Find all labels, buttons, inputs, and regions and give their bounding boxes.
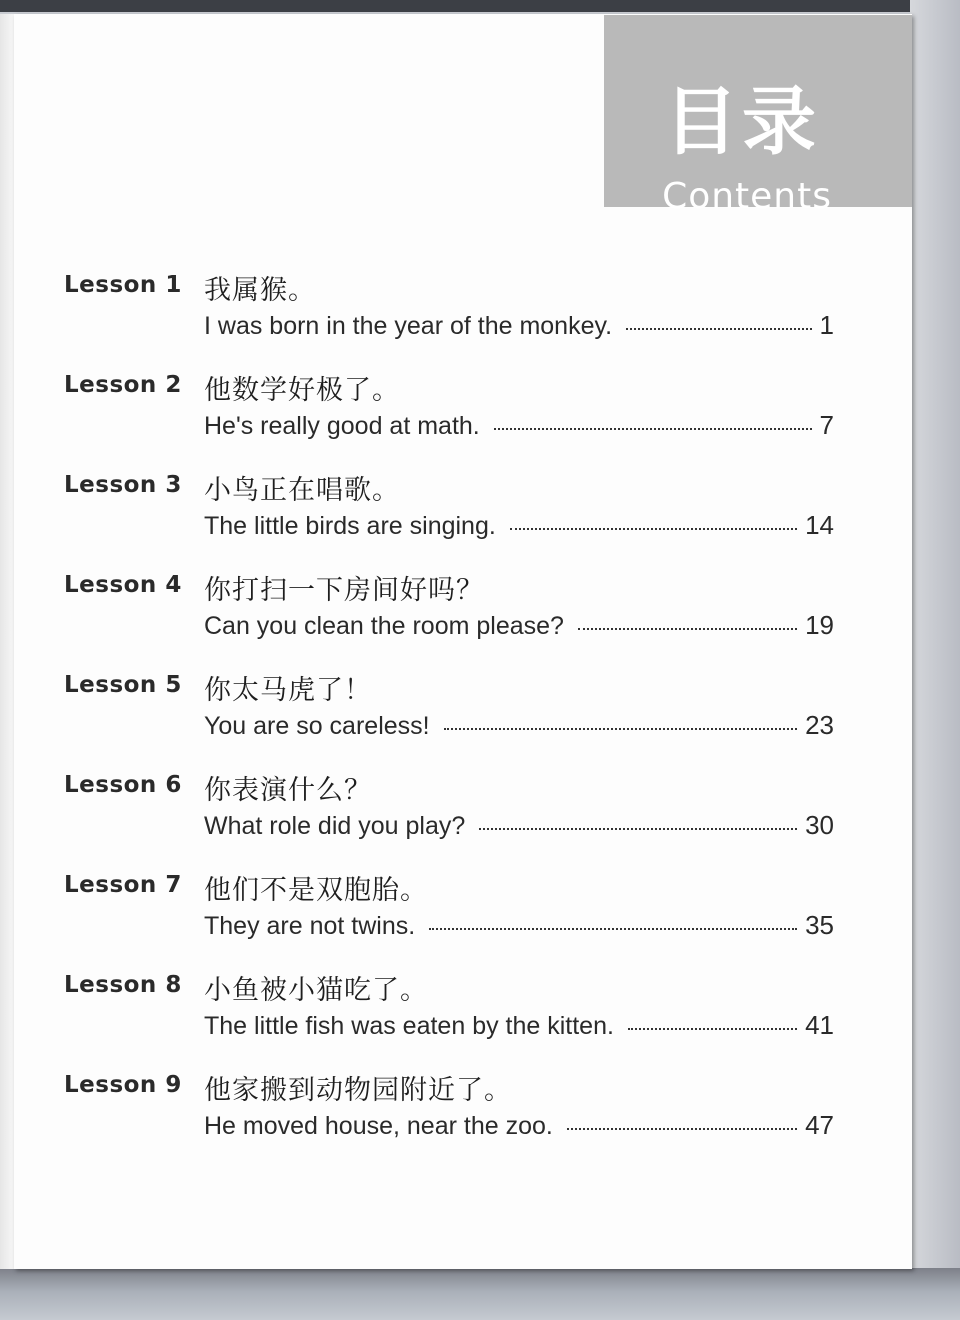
lesson-title-line xyxy=(204,1110,834,1141)
page-number: 14 xyxy=(805,510,834,540)
scan-bottom-edge xyxy=(0,1268,960,1320)
page-number: 23 xyxy=(805,710,834,740)
lesson-label: Lesson 9 xyxy=(64,1072,182,1098)
lesson-title-line xyxy=(204,1010,834,1041)
scan-right-edge xyxy=(910,0,960,1320)
toc-entry[interactable] xyxy=(64,772,834,852)
dot-leader xyxy=(479,827,797,830)
lesson-title-en: They are not twins. xyxy=(204,912,416,940)
page-number: 7 xyxy=(819,410,834,440)
lesson-label: Lesson 3 xyxy=(64,472,182,498)
lesson-title-en: Can you clean the room please? xyxy=(204,612,564,640)
lesson-title-en: The little fish was eaten by the kitten. xyxy=(204,1012,614,1040)
lesson-label: Lesson 8 xyxy=(64,972,182,998)
dot-leader xyxy=(628,1027,797,1030)
page-number: 41 xyxy=(805,1010,834,1040)
lesson-title-cn: 小鱼被小猫吃了。 xyxy=(204,975,428,1006)
lesson-title-line xyxy=(204,310,834,341)
lesson-title-en: The little birds are singing. xyxy=(204,512,496,540)
toc-entry[interactable] xyxy=(64,272,834,352)
dot-leader xyxy=(567,1127,797,1130)
dot-leader xyxy=(444,727,797,730)
lesson-title-line xyxy=(204,410,834,441)
page-number: 35 xyxy=(805,910,834,940)
contents-header-block xyxy=(604,15,912,217)
dot-leader xyxy=(626,327,811,330)
lesson-label: Lesson 4 xyxy=(64,572,182,598)
dot-leader xyxy=(429,927,797,930)
toc-entry[interactable] xyxy=(64,972,834,1052)
toc-entry[interactable] xyxy=(64,872,834,952)
lesson-title-cn: 他家搬到动物园附近了。 xyxy=(204,1075,512,1106)
lesson-title-line xyxy=(204,910,834,941)
lesson-title-cn: 我属猴。 xyxy=(204,275,316,306)
lesson-title-line xyxy=(204,710,834,741)
lesson-label: Lesson 6 xyxy=(64,772,182,798)
toc-entry[interactable] xyxy=(64,572,834,652)
lesson-title-en: You are so careless! xyxy=(204,712,430,740)
lesson-title-line xyxy=(204,610,834,641)
contents-title-cn: 目录 xyxy=(664,79,820,165)
lesson-label: Lesson 2 xyxy=(64,372,182,398)
lesson-title-cn: 你太马虎了！ xyxy=(204,675,372,706)
book-page xyxy=(14,14,912,1269)
toc-entry[interactable] xyxy=(64,372,834,452)
lesson-title-en: He moved house, near the zoo. xyxy=(204,1112,553,1140)
page-number: 1 xyxy=(819,310,834,340)
page-number: 19 xyxy=(805,610,834,640)
page-number: 47 xyxy=(805,1110,834,1140)
dot-leader xyxy=(578,627,797,630)
lesson-title-line xyxy=(204,510,834,541)
page-number: 30 xyxy=(805,810,834,840)
lesson-title-en: He's really good at math. xyxy=(204,412,480,440)
lesson-label: Lesson 7 xyxy=(64,872,182,898)
lesson-title-cn: 你表演什么？ xyxy=(204,775,372,806)
lesson-title-en: What role did you play? xyxy=(204,812,466,840)
lesson-title-cn: 他数学好极了。 xyxy=(204,375,400,406)
lesson-label: Lesson 5 xyxy=(64,672,182,698)
lesson-title-en: I was born in the year of the monkey. xyxy=(204,312,613,340)
lesson-title-line xyxy=(204,810,834,841)
toc-entry[interactable] xyxy=(64,1072,834,1152)
lesson-title-cn: 你打扫一下房间好吗？ xyxy=(204,575,484,606)
page-left-shadow xyxy=(0,14,14,1269)
scan-top-edge xyxy=(0,0,960,12)
dot-leader xyxy=(494,427,812,430)
lesson-title-cn: 他们不是双胞胎。 xyxy=(204,875,428,906)
lesson-label: Lesson 1 xyxy=(64,272,182,298)
toc-entry[interactable] xyxy=(64,672,834,752)
contents-title-en: Contents xyxy=(662,176,832,217)
toc-entry[interactable] xyxy=(64,472,834,552)
dot-leader xyxy=(510,527,797,530)
lesson-title-cn: 小鸟正在唱歌。 xyxy=(204,475,400,506)
